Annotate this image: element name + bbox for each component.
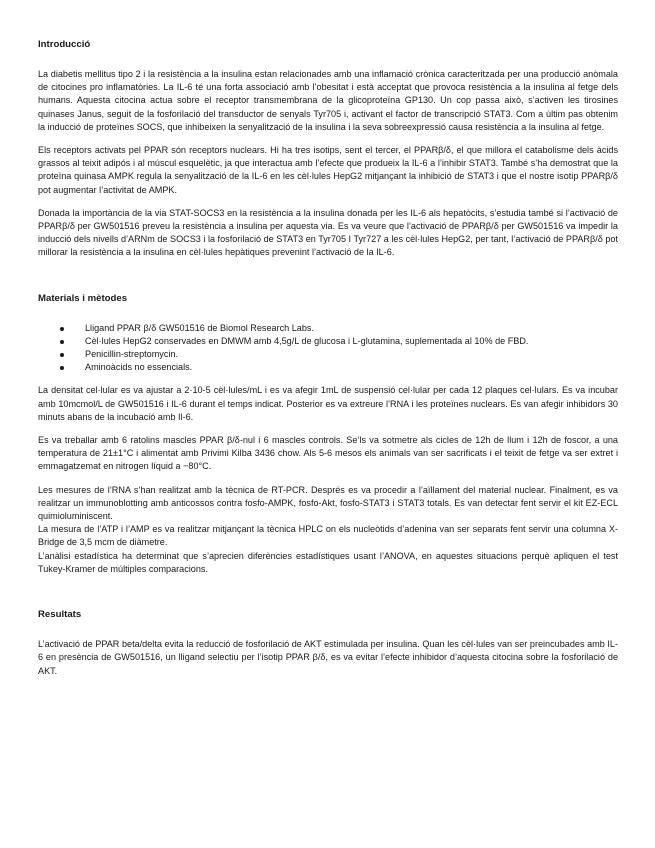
methods-paragraph: Les mesures de l’RNA s’han realitzat amb la tècnica de RT-PCR. Després es va procedir a l’aïllament del material nuclear. Finalment, es va realitzar un immunoblotting amb anticossos contra fosfo-AMPK, fosfo-Akt, fosfo-STAT3 i STAT3 totals. Es van detectar fent servir el kit EZ-ECL quimioluminiscent. bbox=[38, 484, 618, 522]
methods-paragraph: L’anàlisi estadística ha determinat que s’aprecien diferències estadístiques usant l’ANOVA, en aquestes situacions perquè apliquen el test Tukey-Kramer de múltiples comparacions. bbox=[38, 550, 618, 574]
list-item-text: Lligand PPAR β/δ GW501516 de Biomol Research Labs. bbox=[85, 322, 314, 333]
bullet-icon bbox=[60, 327, 64, 331]
results-paragraph: L’activació de PPAR beta/delta evita la reducció de fosforilació de AKT estimulada per insulina. Quan les cèl·lules van ser preincubades amb IL-6 en presència de GW501516, un lligand selectiu per l’isotip PPAR β/δ, es va evitar l’efecte inhibidor d’aquesta citocina sobre la fosforilació de AKT. bbox=[38, 639, 618, 676]
list-item bbox=[38, 348, 618, 361]
methods-paragraph: La mesura de l’ATP i l’AMP es va realitzar mitjançant la tècnica HPLC on els nucleòtids d’adenina van ser separats fent servir una columna X-Bridge de 3,5 mcm de diàmetre. bbox=[38, 524, 618, 548]
list-item bbox=[38, 335, 618, 348]
methods-paragraph: Es va treballar amb 6 ratolins mascles PPAR β/δ-nul i 6 mascles controls. Se’ls va sotmetre als cicles de 12h de llum i 12h de foscor, a una temperatura de 21±1°C i alimentat amb Privimi Kilba 3436 chow. Als 5-6 mesos els animals van ser sacrificats i el teixit de fetge va ser extret i emmagatzemat en nitrogen líquid a −80°C. bbox=[38, 435, 618, 472]
list-item-text: Aminoàcids no essencials. bbox=[85, 362, 193, 373]
section-title-methods: Materials i mètodes bbox=[38, 292, 128, 304]
document-page bbox=[38, 38, 618, 688]
intro-paragraph: La diabetis mellitus tipo 2 i la resistència a la insulina estan relacionades amb una inflamació crònica caracteritzada per una producció anòmala de citocines pro inflamatòries. La IL-6 té una forta associació amb l’obesitat i està acceptat que provoca resistència a la insulina al fetge dels humans. Aquesta citocina actua sobre el receptor transmembrana de la glicoproteïna GP130. Un cop passa això, s’activen les tirosines quinases Janus, seguit de la fosforilació del transductor de senyals Tyr705 i, activant el factor de transcripció STAT3. Com a últim pas obtenim la inducció de proteïnes SOCS, que inhibeixen la senyalització de la insulina i la seva sobreexpressió causa resistència a la insulina al fetge. bbox=[38, 69, 618, 132]
section-spacer bbox=[38, 586, 618, 608]
bullet-icon bbox=[60, 340, 64, 344]
intro-paragraph: Donada la importància de la via STAT-SOCS3 en la resistència a la insulina donada per les IL-6 als hepatòcits, s’estudia també si l’activació de PPARβ/δ per GW501516 preveu la resistència a insulina per aquesta via. Es va veure que l’activació de PPARβ/δ per GW501516 va impedir la inducció dels nivells d’ARNm de SOCS3 i la fosforilació de STAT3 en Tyr705 I Tyr727 a les cèl·lules HepG2, per tant, l’activació de PPARβ/δ pot millorar la resistència a la insulina en cèl·lules hepàtiques prevenint l’activació de la IL-6. bbox=[38, 207, 618, 258]
bullet-icon bbox=[60, 366, 64, 370]
list-item bbox=[38, 361, 618, 374]
section-title-intro: Introducció bbox=[38, 39, 91, 50]
list-item-text: Cèl·lules HepG2 conservades en DMWM amb 4,5g/L de glucosa i L-glutamina, suplementada al 10% de FBD. bbox=[85, 335, 529, 346]
methods-paragraph: La densitat cel·lular es va ajustar a 2·10-5 cèl·lules/mL i es va afegir 1mL de suspensió cel·lular per cada 12 plaques cel·lulars. Es va incubar amb 10mcmol/L de GW501516 i IL-6 durant el temps indicat. Posterior es va extreure l’RNA i les proteïnes nuclears. Es van afegir inhibidors 30 minuts abans de la incubació amb Il-6. bbox=[38, 385, 618, 422]
materials-list bbox=[38, 322, 618, 375]
section-spacer bbox=[38, 270, 618, 292]
section-title-results: Resultats bbox=[38, 609, 82, 621]
intro-paragraph: Els receptors activats pel PPAR són receptors nuclears. Hi ha tres isotips, sent el tercer, el PPARβ/δ, el que millora el catabolisme dels àcids grassos al teixit adipós i al múscul esquelètic, ja que interactua amb l’efecte que produeix la IL-6 a l’inhibir STAT3. També s’ha demostrat que la proteïna quinasa AMPK regula la senyalització de la IL-6 en les cèl·lules HepG2 mitjançant la inhibició de STAT3 i que el nostre isotip PPARβ/δ pot augmentar l’activitat de AMPK. bbox=[38, 145, 618, 195]
bullet-icon bbox=[60, 353, 64, 357]
list-item bbox=[38, 322, 618, 335]
list-item-text: Penicillin-streptomycin. bbox=[85, 349, 178, 360]
